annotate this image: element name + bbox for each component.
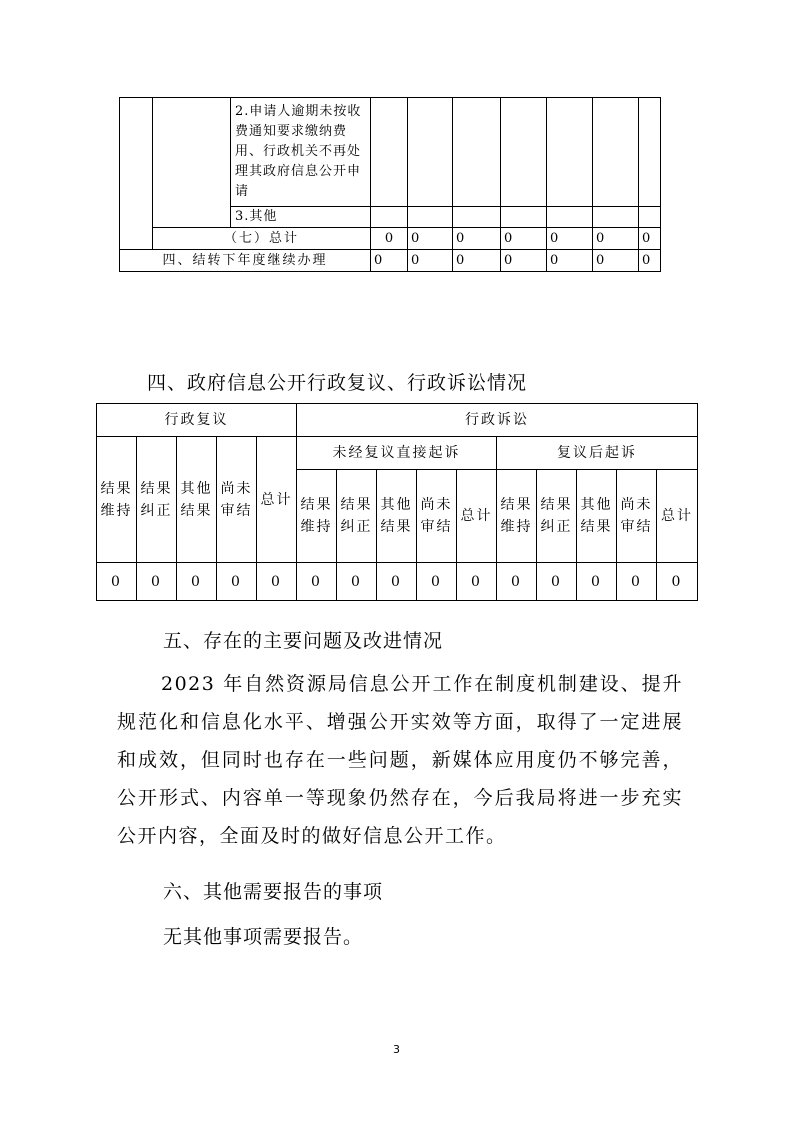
row-label: 3.其他 bbox=[231, 207, 371, 228]
column-header: 结果维持 bbox=[297, 470, 337, 563]
column-header: 结果纠正 bbox=[537, 470, 577, 563]
value-cell bbox=[547, 207, 593, 228]
value-cell bbox=[453, 207, 501, 228]
section-body: 无其他事项需要报告。 bbox=[163, 926, 364, 948]
value-cell: 0 bbox=[639, 228, 661, 250]
value-cell: 0 bbox=[497, 563, 537, 601]
value-cell bbox=[639, 207, 661, 228]
value-cell bbox=[593, 207, 639, 228]
value-cell bbox=[408, 98, 453, 207]
column-header: 其他结果 bbox=[377, 470, 417, 563]
value-cell: 0 bbox=[537, 563, 577, 601]
value-cell: 0 bbox=[337, 563, 377, 601]
column-header: 其他结果 bbox=[177, 437, 217, 563]
value-cell: 0 bbox=[577, 563, 617, 601]
value-cell: 0 bbox=[408, 228, 453, 250]
page-number: 3 bbox=[393, 1043, 400, 1056]
litigation-header: 行政诉讼 bbox=[297, 404, 698, 437]
column-header: 总计 bbox=[657, 470, 698, 563]
category-cell bbox=[120, 98, 153, 250]
row-label: 2.申请人逾期未按收费通知要求缴纳费用、行政机关不再处理其政府信息公开申请 bbox=[231, 98, 371, 207]
value-cell bbox=[547, 98, 593, 207]
after-review-header: 复议后起诉 bbox=[497, 437, 698, 470]
column-header: 结果维持 bbox=[97, 437, 137, 563]
section-heading: 六、其他需要报告的事项 bbox=[163, 881, 384, 903]
value-cell bbox=[501, 98, 547, 207]
value-cell bbox=[501, 207, 547, 228]
value-cell: 0 bbox=[501, 250, 547, 272]
column-header: 结果维持 bbox=[497, 470, 537, 563]
value-cell bbox=[639, 98, 661, 207]
value-cell: 0 bbox=[371, 228, 408, 250]
value-cell: 0 bbox=[217, 563, 257, 601]
value-cell bbox=[453, 98, 501, 207]
subcategory-cell bbox=[153, 98, 231, 228]
value-cell: 0 bbox=[501, 228, 547, 250]
value-cell: 0 bbox=[453, 228, 501, 250]
direct-litigation-header: 未经复议直接起诉 bbox=[297, 437, 497, 470]
column-header: 其他结果 bbox=[577, 470, 617, 563]
column-header: 尚未审结 bbox=[217, 437, 257, 563]
section-heading: 四、政府信息公开行政复议、行政诉讼情况 bbox=[147, 372, 528, 394]
value-cell: 0 bbox=[408, 250, 453, 272]
value-cell: 0 bbox=[257, 563, 297, 601]
column-header: 结果纠正 bbox=[337, 470, 377, 563]
value-cell: 0 bbox=[639, 250, 661, 272]
total-label: （七）总计 bbox=[153, 228, 371, 250]
value-cell: 0 bbox=[617, 563, 657, 601]
value-cell bbox=[408, 207, 453, 228]
value-cell: 0 bbox=[593, 228, 639, 250]
value-cell: 0 bbox=[453, 250, 501, 272]
value-cell bbox=[371, 98, 408, 207]
value-cell: 0 bbox=[547, 228, 593, 250]
value-cell: 0 bbox=[547, 250, 593, 272]
value-cell: 0 bbox=[371, 250, 408, 272]
column-header: 尚未审结 bbox=[417, 470, 457, 563]
column-header: 总计 bbox=[257, 437, 297, 563]
application-stats-table bbox=[119, 97, 661, 272]
value-cell: 0 bbox=[297, 563, 337, 601]
value-cell bbox=[593, 98, 639, 207]
review-header: 行政复议 bbox=[97, 404, 297, 437]
value-cell: 0 bbox=[137, 563, 177, 601]
section-heading: 五、存在的主要问题及改进情况 bbox=[163, 630, 444, 652]
column-header: 结果纠正 bbox=[137, 437, 177, 563]
value-cell bbox=[371, 207, 408, 228]
column-header: 总计 bbox=[457, 470, 497, 563]
value-cell: 0 bbox=[97, 563, 137, 601]
review-litigation-table bbox=[96, 403, 698, 601]
carryover-label: 四、结转下年度继续办理 bbox=[120, 250, 371, 272]
value-cell: 0 bbox=[457, 563, 497, 601]
value-cell: 0 bbox=[657, 563, 698, 601]
value-cell: 0 bbox=[593, 250, 639, 272]
value-cell: 0 bbox=[177, 563, 217, 601]
column-header: 尚未审结 bbox=[617, 470, 657, 563]
value-cell: 0 bbox=[377, 563, 417, 601]
value-cell: 0 bbox=[417, 563, 457, 601]
section-body: 2023 年自然资源局信息公开工作在制度机制建设、提升规范化和信息化水平、增强公开实效等方面，取得了一定进展和成效，但同时也存在一些问题，新媒体应用度仍不够完善，公开形式、内容单一等现象仍然存在，今后我局将进一步充实公开内容，全面及时的做好信息公开工作。 bbox=[117, 673, 683, 847]
